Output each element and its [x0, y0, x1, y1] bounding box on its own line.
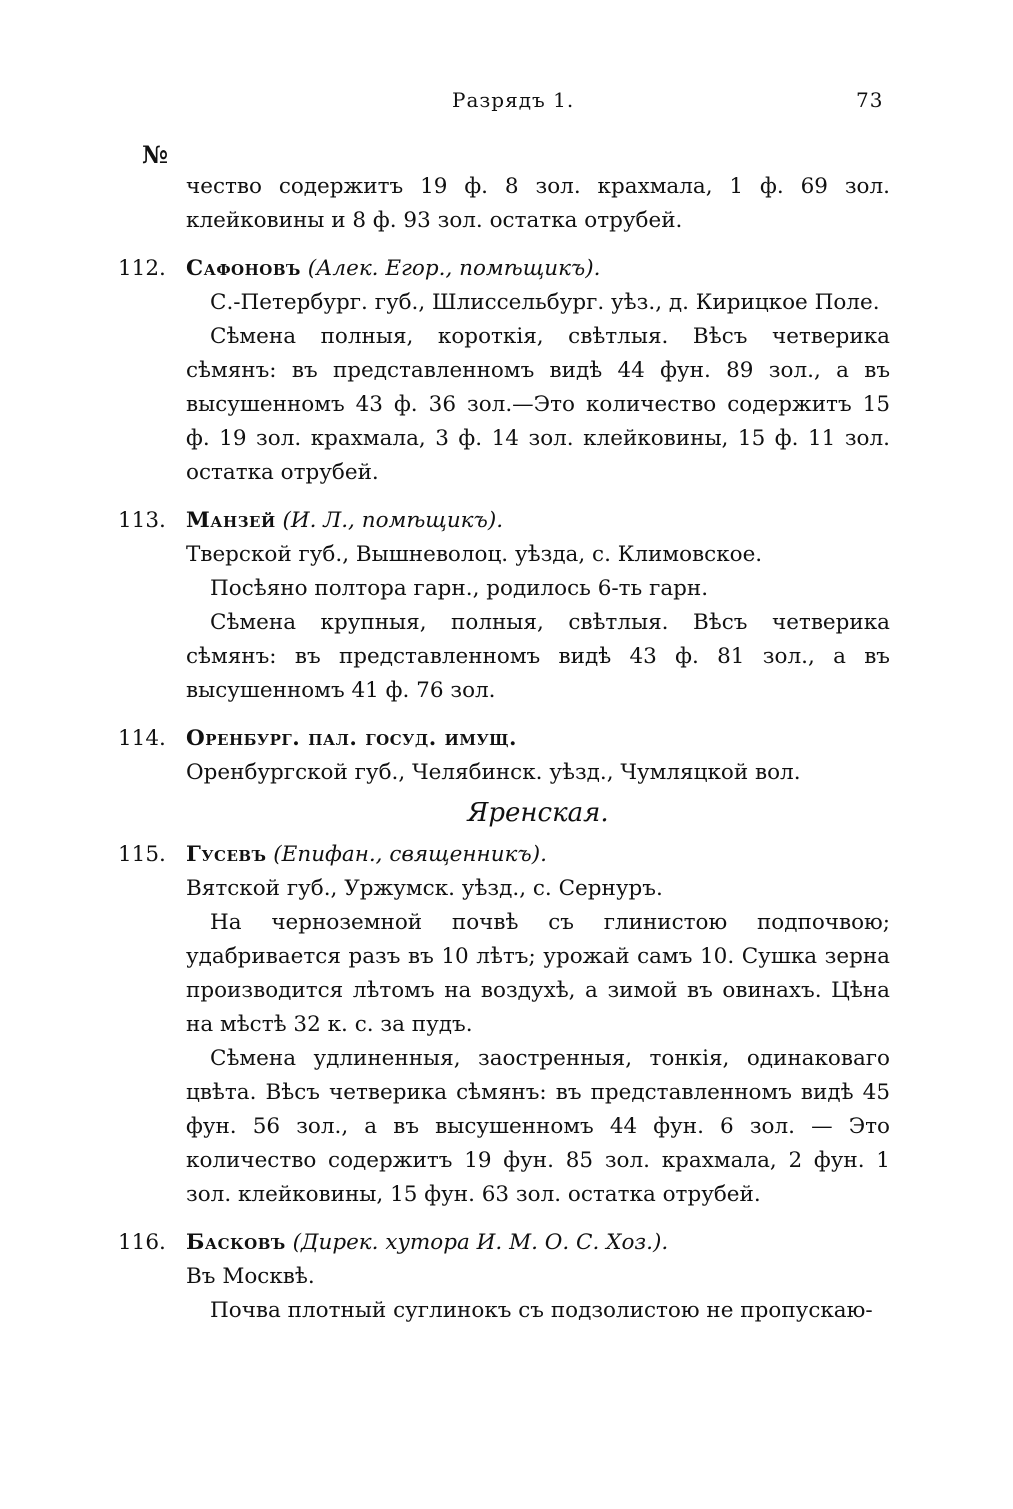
entry-number: 116. — [118, 1230, 166, 1255]
entry-heading — [118, 504, 890, 538]
entry-role: (Дирек. хутора И. М. О. С. Хоз.). — [292, 1230, 669, 1255]
entry-paragraph: На черноземной почвѣ съ глинистою подпочвою; удабривается разъ въ 10 лѣтъ; урожай самъ 10. Сушка зерна производится лѣтомъ на воздухѣ, а зимой въ овинахъ. Цѣна на мѣстѣ 32 к. с. за пудъ. — [186, 910, 890, 1037]
entry-heading — [118, 722, 890, 756]
entry-name: Гусевъ — [186, 842, 267, 867]
entry-heading — [118, 252, 890, 286]
entry-113 — [118, 504, 890, 708]
entry-location: Вятской губ., Уржумск. уѣзд., с. Сернуръ. — [186, 876, 663, 901]
page-body — [118, 170, 890, 1328]
entry-role: (Епифан., священникъ). — [273, 842, 547, 867]
entry-role: (Алек. Егор., помѣщикъ). — [307, 256, 601, 281]
entry-116 — [118, 1226, 890, 1328]
numero-sign: № — [142, 140, 169, 169]
section-title: Яренская. — [467, 798, 609, 828]
continuation-paragraph: чество содержитъ 19 ф. 8 зол. крахмала, 1 ф. 69 зол. клейковины и 8 ф. 93 зол. остатка отрубей. — [186, 174, 890, 233]
entry-number: 112. — [118, 256, 166, 281]
entry-112 — [118, 252, 890, 490]
entry-name: Оренбург. пал. госуд. имущ. — [186, 726, 517, 751]
entry-paragraph: Посѣяно полтора гарн., родилось 6-ть гарн. — [210, 576, 709, 601]
entry-paragraph: Почва плотный суглинокъ съ подзолистою не пропускаю- — [210, 1298, 873, 1323]
entry-heading — [118, 838, 890, 872]
entry-location: С.-Петербург. губ., Шлиссельбург. уѣз., д. Кирицкое Поле. — [210, 290, 880, 315]
entry-name: Манзей — [186, 508, 276, 533]
entry-115 — [118, 838, 890, 1212]
entry-number: 114. — [118, 726, 166, 751]
entry-location: Въ Москвѣ. — [186, 1264, 315, 1289]
page-number: 73 — [856, 88, 884, 112]
entry-location: Тверской губ., Вышневолоц. уѣзда, с. Климовское. — [186, 542, 763, 567]
entry-114 — [118, 722, 890, 790]
running-head — [0, 88, 1013, 118]
entry-role: (И. Л., помѣщикъ). — [282, 508, 504, 533]
entry-heading — [118, 1226, 890, 1260]
entry-paragraph: Сѣмена крупныя, полныя, свѣтлыя. Вѣсъ четверика сѣмянъ: въ представленномъ видѣ 43 ф. 81 зол., а въ высушенномъ 41 ф. 76 зол. — [186, 610, 890, 703]
running-title: Разрядъ 1. — [452, 88, 575, 112]
entry-location: Оренбургской губ., Челябинск. уѣзд., Чумляцкой вол. — [186, 760, 801, 785]
entry-name: Сафоновъ — [186, 256, 301, 281]
entry-number: 113. — [118, 508, 166, 533]
entry-name: Басковъ — [186, 1230, 286, 1255]
entry-number: 115. — [118, 842, 166, 867]
entry-paragraph: Сѣмена полныя, короткія, свѣтлыя. Вѣсъ четверика сѣмянъ: въ представленномъ видѣ 44 фун. 89 зол., а въ высушенномъ 43 ф. 36 зол.—Это количество содержитъ 15 ф. 19 зол. крахмала, 3 ф. 14 зол. клейковины, 15 ф. 11 зол. остатка отрубей. — [186, 324, 890, 485]
entry-paragraph: Сѣмена удлиненныя, заостренныя, тонкія, одинаковаго цвѣта. Вѣсъ четверика сѣмянъ: въ представленномъ видѣ 45 фун. 56 зол., а въ высушенномъ 44 фун. 6 зол. — Это количество содержитъ 19 фун. 85 зол. крахмала, 2 фун. 1 зол. клейковины, 15 фун. 63 зол. остатка отрубей. — [186, 1046, 890, 1207]
